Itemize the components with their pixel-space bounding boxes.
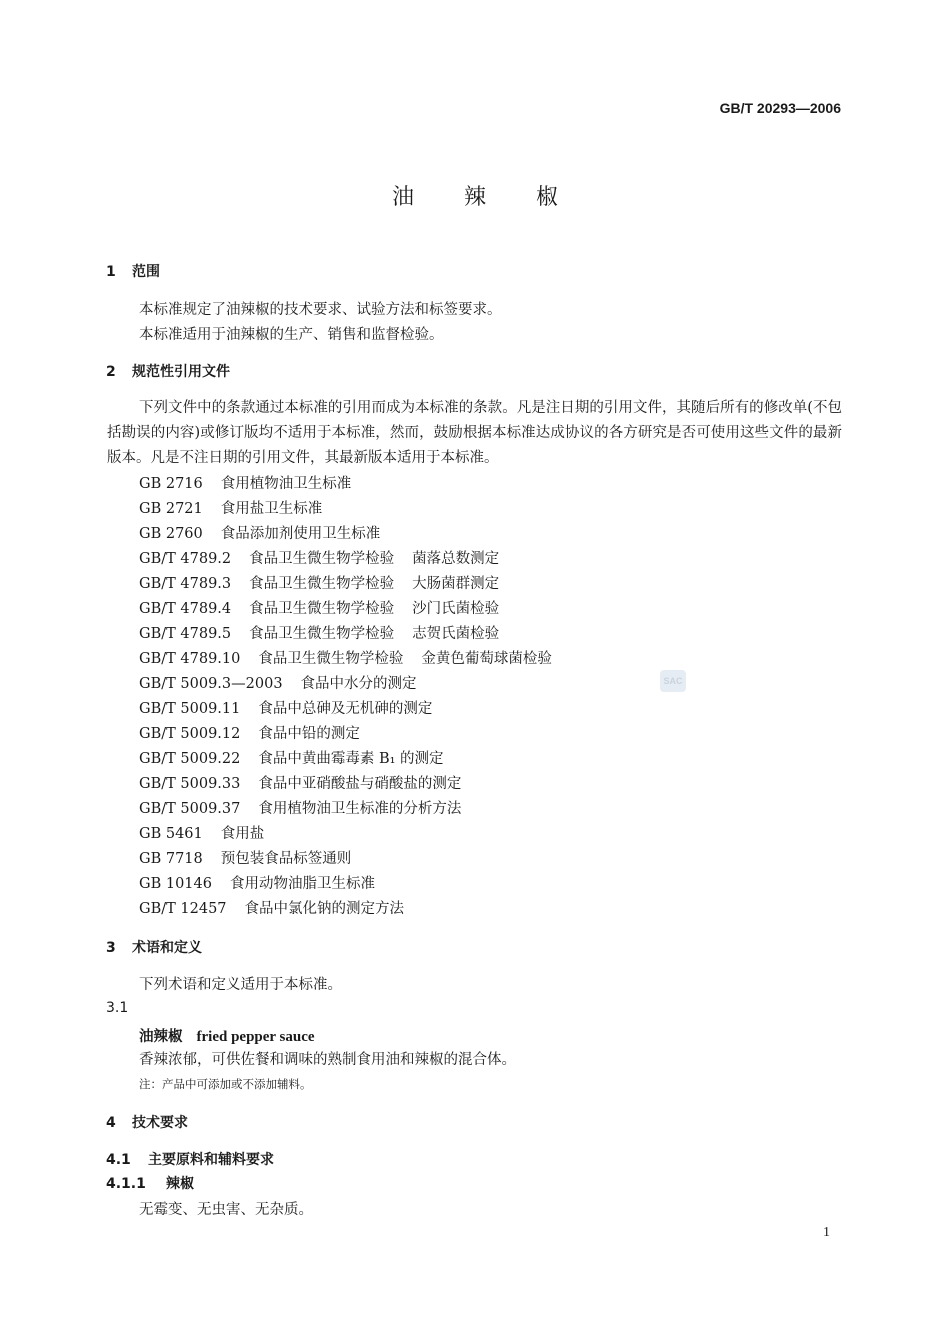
reference-title: 食品中总砷及无机砷的测定 xyxy=(258,701,433,717)
reference-title: 食用盐卫生标准 xyxy=(220,501,323,517)
reference-item xyxy=(139,497,322,518)
reference-title: 食品中水分的测定 xyxy=(300,676,417,692)
reference-code: GB/T 5009.11 xyxy=(139,701,241,717)
reference-title: 预包装食品标签通则 xyxy=(220,851,352,867)
reference-title: 食用植物油卫生标准的分析方法 xyxy=(258,801,462,817)
page-number: 1 xyxy=(823,1225,830,1240)
subsection-4-1-1-text: 无霉变、无虫害、无杂质。 xyxy=(139,1202,313,1218)
reference-title: 食品中黄曲霉毒素 B₁ 的测定 xyxy=(258,751,444,767)
reference-item xyxy=(139,722,360,743)
reference-item xyxy=(139,472,351,493)
reference-code: GB/T 12457 xyxy=(139,901,227,917)
reference-item xyxy=(139,897,404,918)
term-note: 注：产品中可添加或不添加辅料。 xyxy=(139,1077,312,1091)
reference-code: GB/T 4789.4 xyxy=(139,601,232,617)
reference-code: GB/T 5009.37 xyxy=(139,801,241,817)
reference-title: 食品卫生微生物学检验 xyxy=(249,551,395,567)
reference-item xyxy=(139,797,461,818)
reference-code: GB 2716 xyxy=(139,476,203,492)
reference-item xyxy=(139,847,351,868)
reference-code: GB/T 4789.5 xyxy=(139,626,232,642)
section-4-heading: 4 技术要求 xyxy=(106,1115,188,1131)
reference-subtitle: 志贺氏菌检验 xyxy=(412,626,500,642)
section-1-heading: 1 范围 xyxy=(106,264,160,280)
reference-item xyxy=(139,872,375,893)
reference-code: GB/T 5009.3—2003 xyxy=(139,676,283,692)
reference-code: GB 5461 xyxy=(139,826,203,842)
reference-item xyxy=(139,597,499,618)
reference-title: 食品中铅的测定 xyxy=(258,726,360,742)
document-title: 油辣椒 xyxy=(391,185,608,210)
reference-code: GB/T 5009.12 xyxy=(139,726,241,742)
term-definition: 香辣浓郁，可供佐餐和调味的熟制食用油和辣椒的混合体。 xyxy=(139,1052,516,1068)
term-chinese: 油辣椒 xyxy=(139,1029,183,1045)
reference-item xyxy=(139,647,552,668)
reference-code: GB/T 4789.10 xyxy=(139,651,241,667)
reference-item xyxy=(139,622,499,643)
reference-title: 食品中氯化钠的测定方法 xyxy=(244,901,405,917)
reference-title: 食用盐 xyxy=(220,826,265,842)
reference-code: GB/T 5009.33 xyxy=(139,776,241,792)
section-3-intro: 下列术语和定义适用于本标准。 xyxy=(139,977,342,993)
reference-title: 食用植物油卫生标准 xyxy=(220,476,352,492)
standard-code: GB/T 20293—2006 xyxy=(719,100,841,116)
reference-subtitle: 菌落总数测定 xyxy=(412,551,500,567)
section-2-heading: 2 规范性引用文件 xyxy=(106,364,230,380)
reference-title: 食品添加剂使用卫生标准 xyxy=(220,526,381,542)
sac-watermark-logo: SAC xyxy=(660,670,686,692)
reference-item xyxy=(139,747,444,768)
reference-title: 食品卫生微生物学检验 xyxy=(249,576,395,592)
reference-item xyxy=(139,522,380,543)
reference-item xyxy=(139,572,499,593)
reference-code: GB/T 5009.22 xyxy=(139,751,241,767)
reference-title: 食品卫生微生物学检验 xyxy=(249,601,395,617)
reference-item xyxy=(139,822,264,843)
reference-item xyxy=(139,772,461,793)
term-english: fried pepper sauce xyxy=(196,1029,315,1045)
subsection-4-1-1-heading: 4.1.1 辣椒 xyxy=(106,1176,194,1192)
reference-item xyxy=(139,547,499,568)
section-3-heading: 3 术语和定义 xyxy=(106,940,202,956)
reference-code: GB/T 4789.3 xyxy=(139,576,232,592)
reference-title: 食品卫生微生物学检验 xyxy=(258,651,404,667)
reference-title: 食品卫生微生物学检验 xyxy=(249,626,395,642)
term-entry xyxy=(139,1025,315,1046)
section-2-intro: 下列文件中的条款通过本标准的引用而成为本标准的条款。凡是注日期的引用文件，其随后所有的修改单(不包括勘误的内容)或修订版均不适用于本标准，然而，鼓励根据本标准达成协议的各方研究是否可使用这些文件的最新版本。凡是不注日期的引用文件，其最新版本适用于本标准。 xyxy=(107,400,842,466)
reference-code: GB 2721 xyxy=(139,501,203,517)
reference-title: 食品中亚硝酸盐与硝酸盐的测定 xyxy=(258,776,462,792)
reference-subtitle: 沙门氏菌检验 xyxy=(412,601,500,617)
reference-code: GB/T 4789.2 xyxy=(139,551,232,567)
reference-code: GB 2760 xyxy=(139,526,203,542)
section-1-line-2: 本标准适用于油辣椒的生产、销售和监督检验。 xyxy=(139,327,444,343)
reference-item xyxy=(139,672,417,693)
reference-item xyxy=(139,697,432,718)
reference-code: GB 10146 xyxy=(139,876,212,892)
subsection-3-1-number: 3.1 xyxy=(106,1000,129,1016)
subsection-4-1-heading: 4.1 主要原料和辅料要求 xyxy=(106,1152,274,1168)
reference-subtitle: 大肠菌群测定 xyxy=(412,576,500,592)
reference-subtitle: 金黄色葡萄球菌检验 xyxy=(421,651,552,667)
reference-code: GB 7718 xyxy=(139,851,203,867)
section-1-line-1: 本标准规定了油辣椒的技术要求、试验方法和标签要求。 xyxy=(139,302,502,318)
reference-title: 食用动物油脂卫生标准 xyxy=(229,876,375,892)
